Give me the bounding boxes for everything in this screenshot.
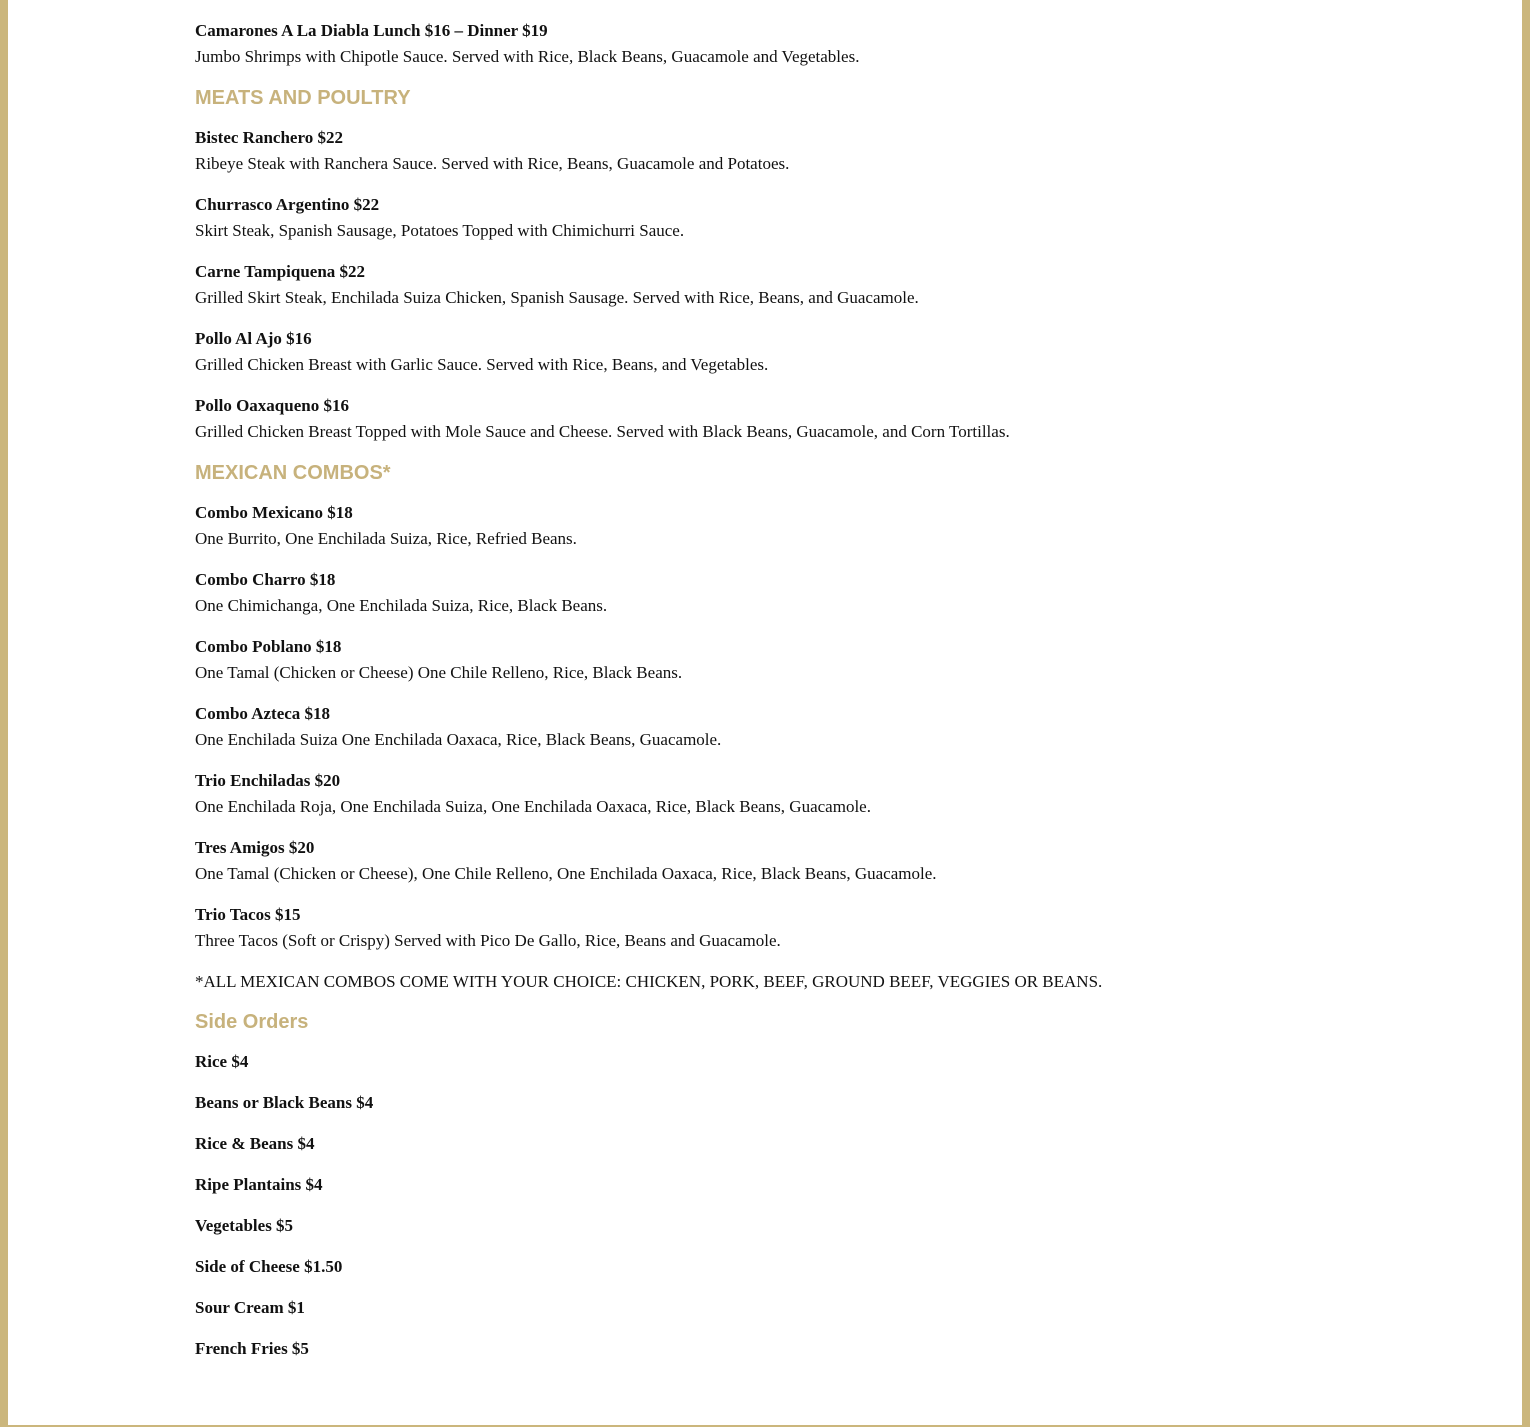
menu-item-description: Grilled Chicken Breast with Garlic Sauce. Served with Rice, Beans, and Vegetables.: [195, 355, 769, 374]
menu-item-description: One Tamal (Chicken or Cheese), One Chile Relleno, One Enchilada Oaxaca, Rice, Black Beans, Guacamole.: [195, 864, 937, 883]
side-order-item: [195, 1049, 1295, 1075]
menu-item-description: Grilled Chicken Breast Topped with Mole Sauce and Cheese. Served with Black Beans, Guacamole, and Corn Tortillas.: [195, 422, 1010, 441]
menu-item-title: Combo Azteca $18: [195, 704, 331, 723]
menu-item: [195, 835, 1295, 887]
menu-item-title: Churrasco Argentino $22: [195, 195, 380, 214]
side-order-title: Rice & Beans $4: [195, 1134, 315, 1153]
menu-item-title: Trio Tacos $15: [195, 905, 301, 924]
side-order-title: Ripe Plantains $4: [195, 1175, 323, 1194]
side-order-item: [195, 1213, 1295, 1239]
menu-item-title: Pollo Al Ajo $16: [195, 329, 312, 348]
menu-item: [195, 192, 1295, 244]
menu-item-title: Bistec Ranchero $22: [195, 128, 343, 147]
menu-item-description: One Tamal (Chicken or Cheese) One Chile Relleno, Rice, Black Beans.: [195, 663, 683, 682]
menu-item: [195, 125, 1295, 177]
menu-item-description: Ribeye Steak with Ranchera Sauce. Served with Rice, Beans, Guacamole and Potatoes.: [195, 154, 790, 173]
menu-item-description: One Enchilada Roja, One Enchilada Suiza, One Enchilada Oaxaca, Rice, Black Beans, Guacamole.: [195, 797, 871, 816]
side-order-title: Vegetables $5: [195, 1216, 294, 1235]
menu-item: [195, 768, 1295, 820]
menu-item-description: Skirt Steak, Spanish Sausage, Potatoes Topped with Chimichurri Sauce.: [195, 221, 685, 240]
side-order-item: [195, 1295, 1295, 1321]
side-order-item: [195, 1254, 1295, 1280]
side-order-item: [195, 1336, 1295, 1362]
menu-item-title: Pollo Oaxaqueno $16: [195, 396, 349, 415]
menu-item: [195, 634, 1295, 686]
menu-item: [195, 326, 1295, 378]
menu-item-title: Carne Tampiquena $22: [195, 262, 366, 281]
section-heading-meats: MEATS AND POULTRY: [195, 87, 411, 109]
menu-item-description: One Chimichanga, One Enchilada Suiza, Rice, Black Beans.: [195, 596, 608, 615]
side-order-item: [195, 1131, 1295, 1157]
side-order-title: Side of Cheese $1.50: [195, 1257, 343, 1276]
menu-item-title: Combo Poblano $18: [195, 637, 342, 656]
menu-item-title: Combo Mexicano $18: [195, 503, 353, 522]
menu-item: [195, 567, 1295, 619]
menu-item-title: Tres Amigos $20: [195, 838, 315, 857]
side-order-title: Sour Cream $1: [195, 1298, 305, 1317]
menu-item: [195, 500, 1295, 552]
menu-item-description: Jumbo Shrimps with Chipotle Sauce. Served with Rice, Black Beans, Guacamole and Vegetables.: [195, 47, 860, 66]
side-order-title: French Fries $5: [195, 1339, 309, 1358]
menu-item-description: One Enchilada Suiza One Enchilada Oaxaca, Rice, Black Beans, Guacamole.: [195, 730, 722, 749]
section-heading-combos: MEXICAN COMBOS*: [195, 462, 391, 484]
side-order-title: Rice $4: [195, 1052, 249, 1071]
menu-content: [195, 18, 1295, 1377]
menu-item: [195, 902, 1295, 954]
side-order-title: Beans or Black Beans $4: [195, 1093, 374, 1112]
side-order-item: [195, 1090, 1295, 1116]
menu-item: [195, 393, 1295, 445]
menu-item: [195, 18, 1295, 70]
menu-item-title: Camarones A La Diabla Lunch $16 – Dinner $19: [195, 21, 548, 40]
menu-item-description: Grilled Skirt Steak, Enchilada Suiza Chicken, Spanish Sausage. Served with Rice, Beans, and Guacamole.: [195, 288, 919, 307]
combos-note: *ALL MEXICAN COMBOS COME WITH YOUR CHOICE: CHICKEN, PORK, BEEF, GROUND BEEF, VEGGIES OR BEANS.: [195, 972, 1103, 991]
menu-item-title: Trio Enchiladas $20: [195, 771, 341, 790]
section-heading-sides: Side Orders: [195, 1011, 309, 1033]
menu-item-description: Three Tacos (Soft or Crispy) Served with Pico De Gallo, Rice, Beans and Guacamole.: [195, 931, 781, 950]
menu-item-title: Combo Charro $18: [195, 570, 336, 589]
menu-item: [195, 259, 1295, 311]
side-order-item: [195, 1172, 1295, 1198]
menu-item-description: One Burrito, One Enchilada Suiza, Rice, Refried Beans.: [195, 529, 577, 548]
menu-item: [195, 701, 1295, 753]
